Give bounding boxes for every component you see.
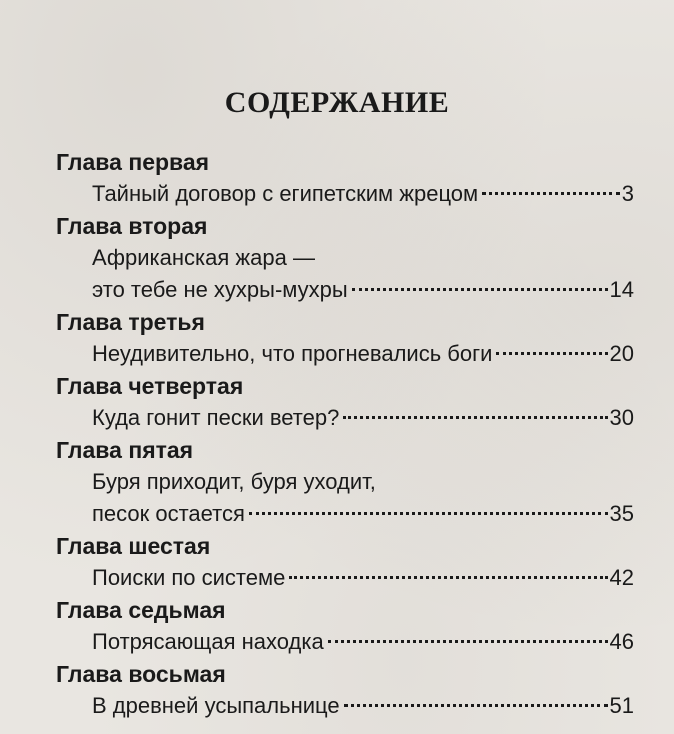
chapter-title-line: это тебе не хухры-мухры (92, 277, 348, 302)
chapter-entry (92, 690, 634, 722)
dot-leader (344, 704, 608, 707)
chapter-title-line: Буря приходит, буря уходит, (92, 469, 376, 494)
dot-leader (328, 640, 608, 643)
chapter-title-line: песок остается (92, 501, 245, 526)
dot-leader (249, 512, 608, 515)
chapter-heading: Глава пятая (56, 437, 194, 463)
chapter-entry (92, 338, 634, 370)
chapter-entry (92, 626, 634, 658)
chapter-heading: Глава первая (56, 149, 210, 175)
chapter-heading: Глава вторая (56, 213, 208, 239)
toc-row (92, 178, 634, 210)
chapter-heading: Глава шестая (56, 533, 211, 559)
chapter-title-line: Африканская жара — (92, 245, 315, 270)
toc-row (92, 562, 634, 594)
dot-leader (496, 352, 607, 355)
chapter-title-line: Тайный договор с египетским жрецом (92, 181, 479, 206)
chapter-entry (92, 466, 634, 530)
toc-row (92, 402, 634, 434)
page-title: СОДЕРЖАНИЕ (224, 86, 450, 119)
page-number: 42 (609, 565, 634, 590)
page-number: 14 (609, 277, 634, 302)
page-number: 46 (609, 629, 634, 654)
chapter-entry (92, 402, 634, 434)
chapter-heading: Глава третья (56, 309, 205, 335)
chapter-title-line: Потрясающая находка (92, 629, 324, 654)
toc-chapter (56, 146, 634, 210)
chapter-heading: Глава седьмая (56, 597, 226, 623)
page-number: 3 (621, 181, 634, 206)
toc-row (92, 498, 634, 530)
chapter-title-line: В древней усыпальнице (92, 693, 340, 718)
page-number: 51 (609, 693, 634, 718)
toc-chapter (56, 434, 634, 530)
chapter-entry (92, 562, 634, 594)
toc-chapter (56, 370, 634, 434)
chapter-entry (92, 178, 634, 210)
toc-row (92, 338, 634, 370)
page-number: 35 (609, 501, 634, 526)
page-number: 20 (609, 341, 634, 366)
dot-leader (289, 576, 607, 579)
toc-chapter (56, 594, 634, 658)
toc-row (92, 690, 634, 722)
page-number: 30 (609, 405, 634, 430)
table-of-contents (56, 146, 634, 722)
dot-leader (482, 192, 620, 195)
dot-leader (343, 416, 607, 419)
toc-row (92, 274, 634, 306)
chapter-entry (92, 242, 634, 306)
toc-chapter (56, 210, 634, 306)
toc-chapter (56, 658, 634, 722)
toc-chapter (56, 306, 634, 370)
chapter-heading: Глава четвертая (56, 373, 244, 399)
chapter-heading: Глава восьмая (56, 661, 226, 687)
chapter-title-line: Поиски по системе (92, 565, 286, 590)
toc-chapter (56, 530, 634, 594)
chapter-title-line: Куда гонит пески ветер? (92, 405, 340, 430)
chapter-title-line: Неудивительно, что прогневались боги (92, 341, 493, 366)
toc-row (92, 626, 634, 658)
dot-leader (352, 288, 608, 291)
